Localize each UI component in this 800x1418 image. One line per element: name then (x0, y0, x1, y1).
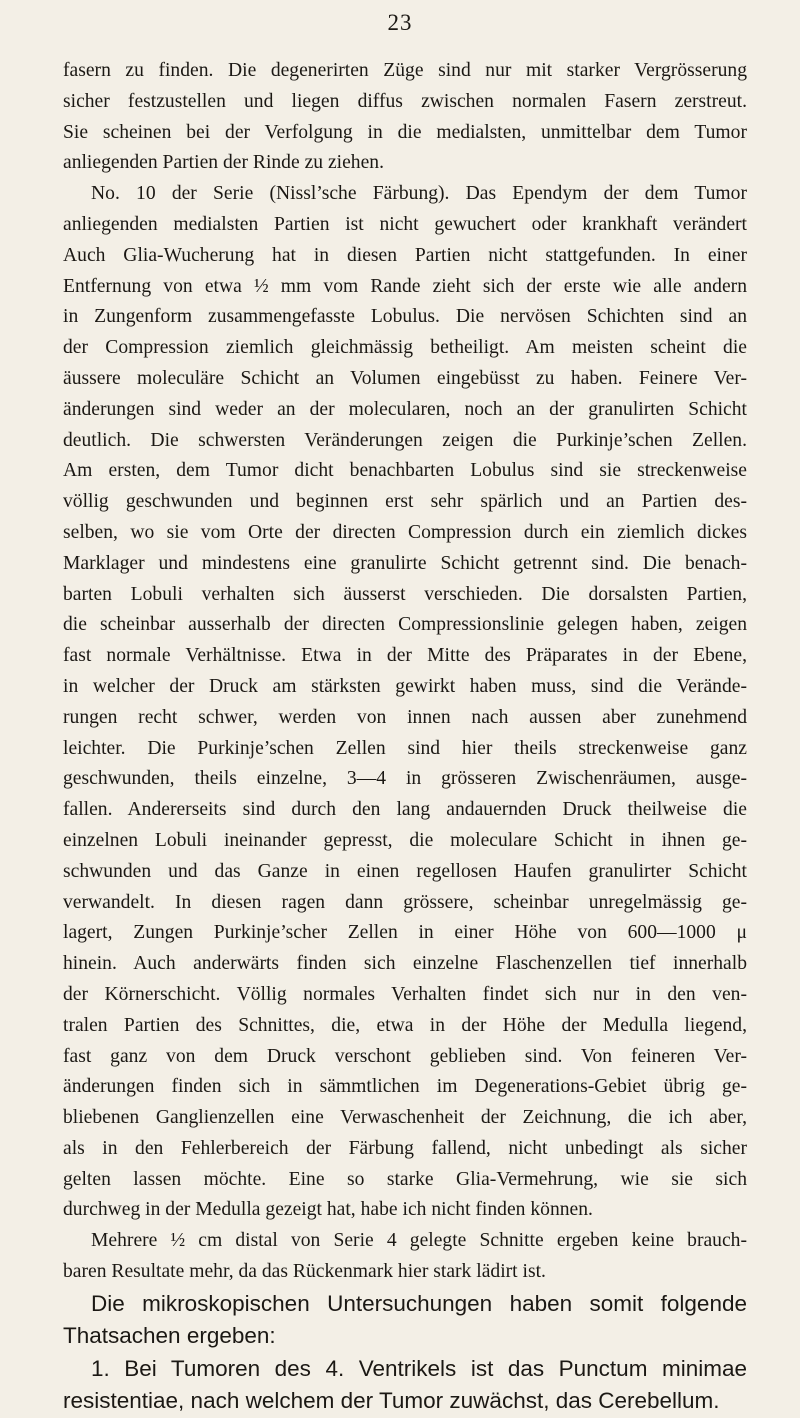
text-line: fast ganz von dem Druck verschont geblieben sind. Von feineren Ver- (63, 1045, 747, 1067)
text-line: No. 10 der Serie (Nissl’sche Färbung). Das Ependym der dem Tumor (91, 183, 747, 205)
text-line: Sie scheinen bei der Verfolgung in die medialsten, unmittelbar dem Tumor (63, 121, 747, 143)
text-line: anliegenden medialsten Partien ist nicht gewuchert oder krankhaft verändert (63, 213, 747, 235)
text-line: geschwunden, theils einzelne, 3—4 in grösseren Zwischenräumen, ausge- (63, 768, 747, 790)
summary-heading: Die mikroskopischen Untersuchungen haben somit folgende (91, 1290, 747, 1316)
text-line: in welcher der Druck am stärksten gewirkt haben muss, sind die Verände- (63, 675, 747, 697)
text-line: fallen. Andererseits sind durch den lang andauernden Druck theilweise die (63, 799, 747, 821)
text-line: der Compression ziemlich gleichmässig betheiligt. Am meisten scheint die (63, 337, 747, 359)
text-line: änderungen finden sich in sämmtlichen im Degenerations-Gebiet übrig ge- (63, 1076, 747, 1098)
text-line: deutlich. Die schwersten Veränderungen zeigen die Purkinje’schen Zellen. (63, 429, 747, 451)
text-line: rungen recht schwer, werden von innen nach aussen aber zunehmend (63, 706, 747, 728)
text-line: leichter. Die Purkinje’schen Zellen sind hier theils streckenweise ganz (63, 737, 747, 759)
text-line: die scheinbar ausserhalb der directen Compressionslinie gelegen haben, zeigen (63, 614, 747, 636)
text-line: in Zungenform zusammengefasste Lobulus. Die nervösen Schichten sind an (63, 306, 747, 328)
text-line: schwunden und das Ganze in einen regellosen Haufen granulirter Schicht (63, 860, 747, 882)
text-line: verwandelt. In diesen ragen dann grössere, scheinbar unregelmässig ge- (63, 891, 747, 913)
text-line: Auch Glia-Wucherung hat in diesen Partien nicht stattgefunden. In einer (63, 244, 747, 266)
text-line: tralen Partien des Schnittes, die, etwa in der Höhe der Medulla liegend, (63, 1014, 747, 1036)
summary-point: 1. Bei Tumoren des 4. Ventrikels ist das Punctum minimae (91, 1355, 747, 1381)
text-line: Marklager und mindestens eine granulirte Schicht getrennt sind. Die benach- (63, 552, 747, 574)
text-line: anliegenden Partien der Rinde zu ziehen. (63, 152, 384, 174)
page-number: 23 (387, 10, 413, 35)
body-text (63, 56, 747, 1418)
text-line: einzelnen Lobuli ineinander gepresst, die moleculare Schicht in ihnen ge- (63, 829, 747, 851)
text-line: Entfernung von etwa ½ mm vom Rande zieht sich der erste wie alle andern (63, 275, 747, 297)
text-line: barten Lobuli verhalten sich äusserst verschieden. Die dorsalsten Partien, (63, 583, 747, 605)
text-line: als in den Fehlerbereich der Färbung fallend, nicht unbedingt als sicher (63, 1137, 747, 1159)
text-line: fasern zu finden. Die degenerirten Züge sind nur mit starker Vergrösserung (63, 60, 747, 81)
text-line: baren Resultate mehr, da das Rückenmark hier stark lädirt ist. (63, 1261, 546, 1283)
text-line: durchweg in der Medulla gezeigt hat, habe ich nicht finden können. (63, 1199, 593, 1221)
text-line: fast normale Verhältnisse. Etwa in der Mitte des Präparates in der Ebene, (63, 645, 747, 667)
text-line: Am ersten, dem Tumor dicht benachbarten Lobulus sind sie streckenweise (63, 460, 747, 482)
summary-point: resistentiae, nach welchem der Tumor zuwächst, das Cerebellum. (63, 1388, 720, 1414)
text-line: hinein. Auch anderwärts finden sich einzelne Flaschenzellen tief innerhalb (63, 953, 747, 975)
text-line: änderungen sind weder an der molecularen, noch an der granulirten Schicht (63, 398, 747, 420)
text-line: völlig geschwunden und beginnen erst sehr spärlich und an Partien des- (63, 491, 747, 513)
summary-heading: Thatsachen ergeben: (63, 1323, 276, 1349)
text-line: gelten lassen möchte. Eine so starke Glia-Vermehrung, wie sie sich (63, 1168, 747, 1190)
text-line: bliebenen Ganglienzellen eine Verwaschenheit der Zeichnung, die ich aber, (63, 1107, 747, 1129)
text-line: selben, wo sie vom Orte der directen Compression durch ein ziemlich dickes (63, 521, 747, 543)
text-line: der Körnerschicht. Völlig normales Verhalten findet sich nur in den ven- (63, 983, 747, 1005)
text-line: äussere moleculäre Schicht an Volumen eingebüsst zu haben. Feinere Ver- (63, 367, 747, 389)
text-line: lagert, Zungen Purkinje’scher Zellen in einer Höhe von 600—1000 μ (63, 922, 747, 944)
text-line: Mehrere ½ cm distal von Serie 4 gelegte Schnitte ergeben keine brauch- (91, 1230, 747, 1252)
text-line: sicher festzustellen und liegen diffus zwischen normalen Fasern zerstreut. (63, 90, 747, 112)
